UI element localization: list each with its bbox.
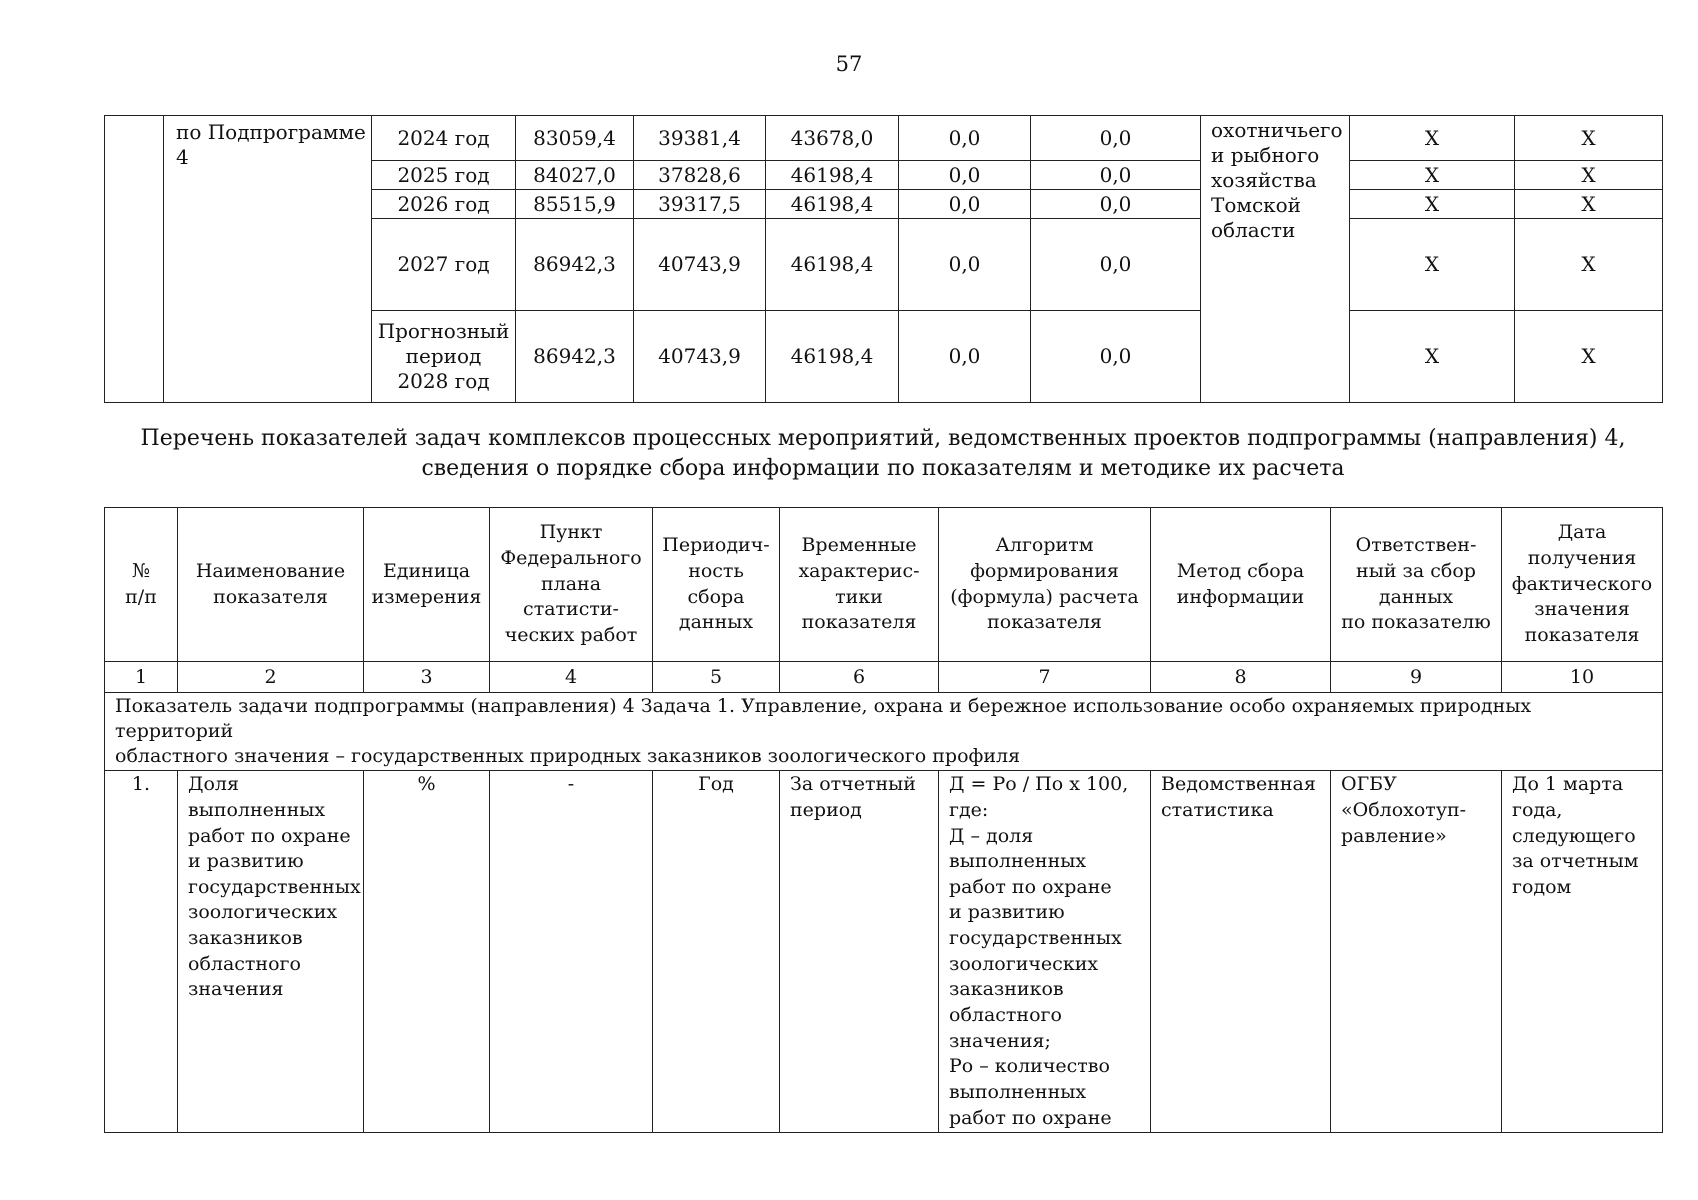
x-mark-cell: Х [1515,190,1663,219]
amount-cell: 39317,5 [634,190,766,219]
header-collection-method: Метод сбора информации [1151,508,1331,662]
total-cell: 86942,3 [516,311,634,403]
column-number: 7 [939,662,1151,693]
empty-number-cell [105,116,164,403]
x-mark-cell: Х [1350,311,1515,403]
amount-cell: 46198,4 [766,219,899,311]
amount-cell: 40743,9 [634,219,766,311]
amount-cell: 40743,9 [634,311,766,403]
amount-cell: 0,0 [899,311,1031,403]
amount-cell: 0,0 [1031,311,1201,403]
year-cell: 2027 год [372,219,516,311]
amount-cell: 0,0 [899,161,1031,190]
x-mark-cell: Х [1350,219,1515,311]
amount-cell: 0,0 [1031,161,1201,190]
amount-cell: 46198,4 [766,190,899,219]
header-row [105,508,1663,662]
indicator-periodicity: Год [653,771,780,1133]
funding-row-2024 [105,116,1663,161]
amount-cell: 37828,6 [634,161,766,190]
header-responsible: Ответствен- ный за сбор данных по показателю [1331,508,1502,662]
amount-cell: 0,0 [899,116,1031,161]
indicator-time-characteristics: За отчетный период [780,771,939,1133]
header-algorithm: Алгоритм формирования (формула) расчета показателя [939,508,1151,662]
indicator-algorithm: Д = Ро / По х 100, где: Д – доля выполненных работ по охране и развитию государственных зоологических заказников областного значения; Ро – количество выполненных работ по охране [939,771,1151,1133]
header-indicator-name: Наименование показателя [178,508,364,662]
year-cell: 2026 год [372,190,516,219]
responsible-organization: охотничьего и рыбного хозяйства Томской области [1201,116,1350,403]
indicator-number: 1. [105,771,178,1133]
column-number-row [105,662,1663,693]
year-cell: Прогнозный период 2028 год [372,311,516,403]
column-number: 1 [105,662,178,693]
amount-cell: 39381,4 [634,116,766,161]
total-cell: 84027,0 [516,161,634,190]
x-mark-cell: Х [1515,311,1663,403]
amount-cell: 43678,0 [766,116,899,161]
amount-cell: 0,0 [1031,190,1201,219]
section-title [104,424,1662,483]
x-mark-cell: Х [1350,116,1515,161]
year-cell: 2025 год [372,161,516,190]
section-title-line-2: сведения о порядке сбора информации по показателям и методике их расчета [421,455,1345,481]
indicator-collection-method: Ведомственная статистика [1151,771,1331,1133]
indicator-row [105,771,1663,1133]
funding-table [104,115,1663,403]
indicator-actual-date: До 1 марта года, следующего за отчетным годом [1502,771,1663,1133]
amount-cell: 46198,4 [766,311,899,403]
amount-cell: 0,0 [899,190,1031,219]
x-mark-cell: Х [1350,190,1515,219]
amount-cell: 0,0 [1031,219,1201,311]
subprogram-label: по Подпрограмме 4 [164,116,372,403]
x-mark-cell: Х [1515,219,1663,311]
column-number: 4 [490,662,653,693]
year-cell: 2024 год [372,116,516,161]
header-unit: Единица измерения [364,508,490,662]
header-periodicity: Периодич- ность сбора данных [653,508,780,662]
total-cell: 83059,4 [516,116,634,161]
total-cell: 86942,3 [516,219,634,311]
column-number: 3 [364,662,490,693]
section-title-line-1: Перечень показателей задач комплексов процессных мероприятий, ведомственных проектов подпрограммы (направления) 4, [140,426,1626,451]
indicator-responsible: ОГБУ «Облохотуп- равление» [1331,771,1502,1133]
column-number: 5 [653,662,780,693]
x-mark-cell: Х [1515,116,1663,161]
page-number: 57 [835,52,863,76]
indicator-name: Доля выполненных работ по охране и развитию государственных зоологических заказников областного значения [178,771,364,1133]
indicator-federal-plan: - [490,771,653,1133]
total-cell: 85515,9 [516,190,634,219]
task-description: Показатель задачи подпрограммы (направления) 4 Задача 1. Управление, охрана и бережное использование особо охраняемых природных территорий областного значения – государственных природных заказников зоологического профиля [105,693,1663,771]
column-number: 9 [1331,662,1502,693]
indicator-unit: % [364,771,490,1133]
header-federal-plan: Пункт Федерального плана статисти- ческих работ [490,508,653,662]
amount-cell: 46198,4 [766,161,899,190]
column-number: 8 [1151,662,1331,693]
header-time-characteristics: Временные характерис- тики показателя [780,508,939,662]
amount-cell: 0,0 [1031,116,1201,161]
column-number: 6 [780,662,939,693]
column-number: 10 [1502,662,1663,693]
header-actual-date: Дата получения фактического значения показателя [1502,508,1663,662]
header-number: № п/п [105,508,178,662]
amount-cell: 0,0 [899,219,1031,311]
x-mark-cell: Х [1515,161,1663,190]
task-row [105,693,1663,771]
indicator-table [104,507,1663,1133]
column-number: 2 [178,662,364,693]
x-mark-cell: Х [1350,161,1515,190]
